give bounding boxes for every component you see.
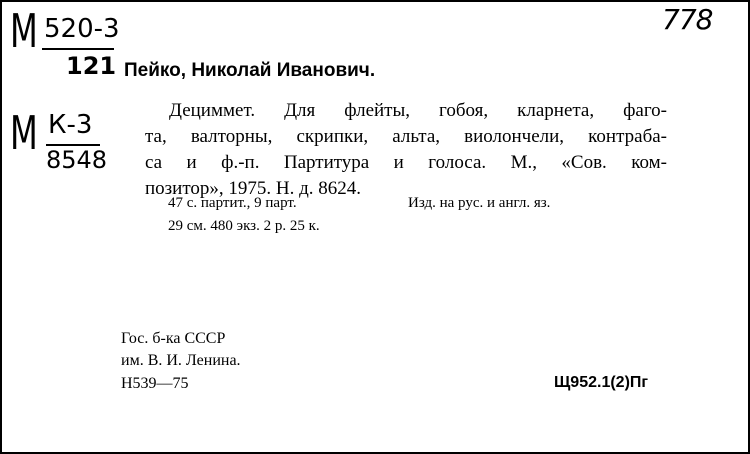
shelf-mark-1-bottom: 121 [66, 52, 117, 80]
description-line: позитор», 1975. Н. д. 8624. [145, 178, 362, 199]
shelf-mark-1-letter: М [10, 4, 38, 58]
description [145, 98, 667, 202]
shelf-mark-2-bottom: 8548 [46, 146, 108, 174]
description-line: са и ф.-п. Партитура и голоса. М., «Сов. ком- [145, 152, 667, 173]
description-line: та, валторны, скрипки, альта, виолончели, контраба- [145, 126, 667, 147]
corner-number: 778 [662, 3, 713, 36]
collation-line-2: 29 см. 480 экз. 2 р. 25 к. [168, 218, 320, 234]
library-line-2: им. В. И. Ленина. [121, 352, 241, 369]
shelf-mark-1-top: 520-3 [44, 14, 120, 44]
shelf-mark-2-letter: М [10, 106, 38, 160]
card-number: Н539—75 [121, 375, 189, 392]
shelf-mark-1-rule [42, 48, 114, 50]
collation-line-1: 47 с. партит., 9 парт. [168, 195, 297, 211]
classification-code: Щ952.1(2)Пг [554, 374, 649, 391]
author-heading: Пейко, Николай Иванович. [124, 60, 376, 81]
library-line-1: Гос. б-ка СССР [121, 330, 226, 347]
description-line: Дециммет. Для флейты, гобоя, кларнета, фаго- [169, 100, 667, 121]
shelf-mark-2-top: К-3 [48, 110, 93, 140]
language-note: Изд. на рус. и англ. яз. [408, 195, 551, 211]
